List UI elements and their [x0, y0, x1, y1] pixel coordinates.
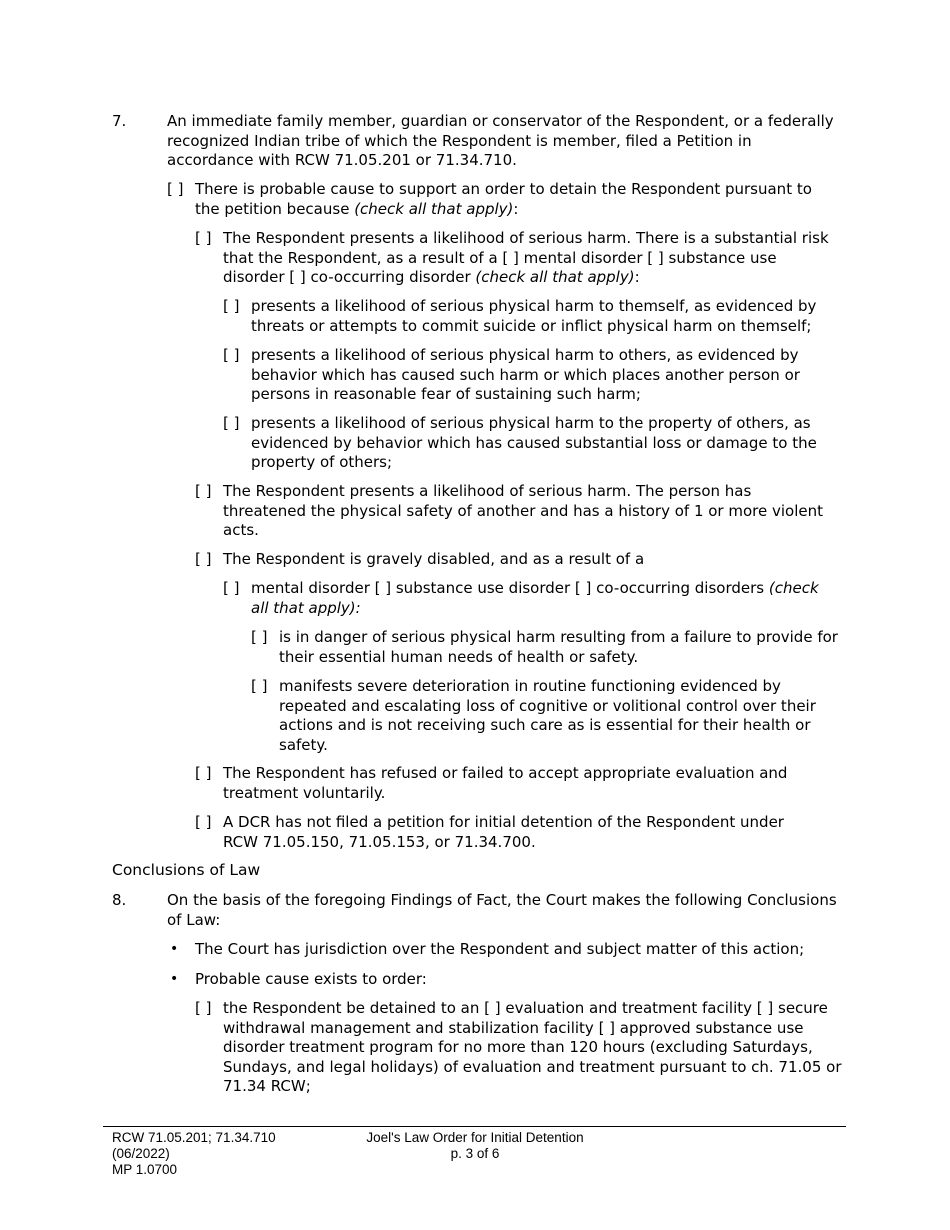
- probable-cause-text: There is probable cause to support an order to detain the Respondent pursuant to the petition because (check all that apply):: [195, 180, 812, 218]
- bullet-marker: •: [170, 941, 179, 957]
- harm-self-checkbox[interactable]: [ ]: [223, 297, 240, 315]
- dcr-text: A DCR has not filed a petition for initial detention of the Respondent under RCW 71.05.150, 71.05.153, or 71.34.700.: [223, 813, 784, 851]
- harm-others-checkbox[interactable]: [ ]: [223, 346, 240, 364]
- harm-self-text: presents a likelihood of serious physical harm to themself, as evidenced by threats or attempts to commit suicide or inflict physical harm on themself;: [251, 297, 817, 335]
- item-8-text: On the basis of the foregoing Findings of Fact, the Court makes the following Conclusions of Law:: [167, 891, 837, 929]
- refused-text: The Respondent has refused or failed to accept appropriate evaluation and treatment voluntarily.: [223, 764, 788, 802]
- violent-history-checkbox[interactable]: [ ]: [195, 482, 212, 500]
- mental-disorder-checkbox[interactable]: [ ]: [223, 579, 240, 597]
- bullet-marker: •: [170, 971, 179, 987]
- jurisdiction-text: The Court has jurisdiction over the Respondent and subject matter of this action;: [195, 940, 805, 958]
- footer-left: RCW 71.05.201; 71.34.710 (06/2022) MP 1.0700: [112, 1130, 276, 1177]
- danger-text: is in danger of serious physical harm resulting from a failure to provide for their essential human needs of health or safety.: [279, 628, 838, 666]
- serious-harm-checkbox[interactable]: [ ]: [195, 229, 212, 247]
- item-8-number: 8.: [112, 891, 127, 909]
- gravely-disabled-text: The Respondent is gravely disabled, and as a result of a: [223, 550, 645, 568]
- harm-property-text: presents a likelihood of serious physical harm to the property of others, as evidenced by behavior which has caused substantial loss or damage to the property of others;: [251, 414, 817, 471]
- probable-cause-checkbox[interactable]: [ ]: [167, 180, 184, 198]
- footer-rule: [103, 1126, 846, 1127]
- dcr-checkbox[interactable]: [ ]: [195, 813, 212, 831]
- conclusions-heading: Conclusions of Law: [112, 861, 261, 879]
- item-7-number: 7.: [112, 112, 127, 130]
- deterioration-checkbox[interactable]: [ ]: [251, 677, 268, 695]
- deterioration-text: manifests severe deterioration in routine functioning evidenced by repeated and escalating loss of cognitive or volitional control over their actions and is not receiving such care as is essential for their health or safety.: [279, 677, 816, 754]
- detain-checkbox[interactable]: [ ]: [195, 999, 212, 1017]
- probable-cause-exists-text: Probable cause exists to order:: [195, 970, 427, 988]
- violent-history-text: The Respondent presents a likelihood of serious harm. The person has threatened the physical safety of another and has a history of 1 or more violent acts.: [223, 482, 823, 539]
- refused-checkbox[interactable]: [ ]: [195, 764, 212, 782]
- detain-text: the Respondent be detained to an [ ] evaluation and treatment facility [ ] secure withdrawal management and stabilization facility [ ] approved substance use disorder treatment program for no more than 120 hours (excluding Saturdays, Sundays, and legal holidays) of evaluation and treatment pursuant to ch. 71.05 or 71.34 RCW;: [223, 999, 842, 1095]
- disorders-text: mental disorder [ ] substance use disorder [ ] co-occurring disorders (check all that apply):: [251, 579, 819, 617]
- harm-others-text: presents a likelihood of serious physical harm to others, as evidenced by behavior which has caused such harm or which places another person or persons in reasonable fear of sustaining such harm;: [251, 346, 800, 403]
- serious-harm-text: The Respondent presents a likelihood of serious harm. There is a substantial risk that the Respondent, as a result of a [ ] mental disorder [ ] substance use disorder [ ] co-occurring disorder (check all that apply):: [223, 229, 829, 286]
- footer-center: Joel's Law Order for Initial Detention p. 3 of 6: [366, 1130, 584, 1161]
- gravely-disabled-checkbox[interactable]: [ ]: [195, 550, 212, 568]
- item-7-text: An immediate family member, guardian or conservator of the Respondent, or a federally recognized Indian tribe of which the Respondent is member, filed a Petition in accordance with RCW 71.05.201 or 71.34.710.: [167, 112, 834, 169]
- harm-property-checkbox[interactable]: [ ]: [223, 414, 240, 432]
- danger-checkbox[interactable]: [ ]: [251, 628, 268, 646]
